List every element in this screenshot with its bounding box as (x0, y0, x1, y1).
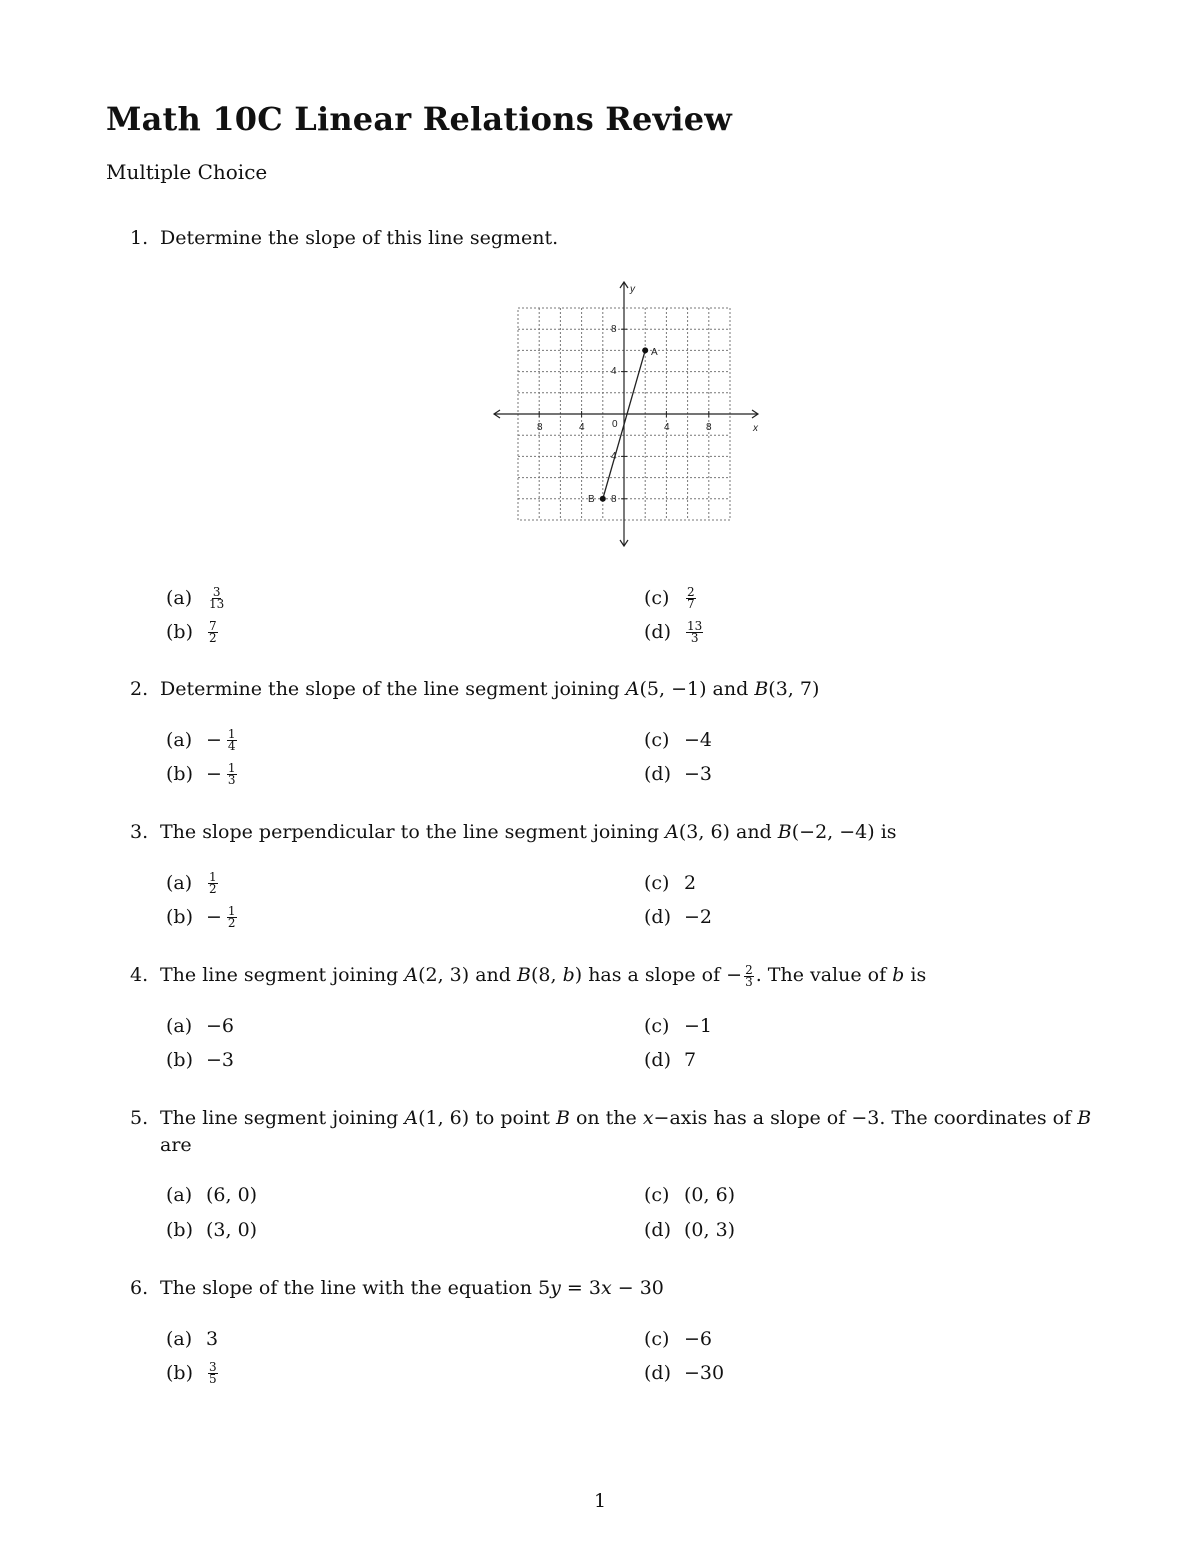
option-2a[interactable]: (a) − $\frac{1}{4}$ (166, 726, 236, 753)
option-6d[interactable] (644, 1358, 724, 1388)
x-tick-label: 4 (664, 422, 670, 433)
fraction: $\frac{1}{2}$ (227, 903, 236, 930)
option-label: (a) (166, 1015, 193, 1037)
option-value: −3 (206, 1049, 235, 1071)
option-label: (c) (644, 1328, 670, 1350)
y-tick-label: 4 (611, 366, 617, 377)
point-b (600, 496, 606, 502)
option-5c[interactable] (644, 1180, 735, 1210)
option-1d[interactable] (644, 617, 705, 647)
option-4b[interactable] (166, 1045, 234, 1075)
option-5a[interactable] (166, 1180, 257, 1210)
option-6c[interactable] (644, 1324, 712, 1354)
option-value: 2 (684, 872, 697, 894)
option-3d[interactable] (644, 902, 712, 932)
origin-label: 0 (612, 419, 618, 430)
option-label: (d) (644, 1219, 671, 1241)
option-value: 3 (206, 1328, 219, 1350)
option-value: −3 (684, 763, 713, 785)
x-tick-label: 8 (537, 422, 543, 433)
question-5 (130, 1105, 1110, 1159)
fraction: $\frac{2}{3}$ (745, 962, 753, 989)
option-label: (a) (166, 872, 193, 894)
fraction: $\frac{1}{2}$ (209, 869, 217, 896)
option-label: (b) (166, 1362, 193, 1384)
fraction: $\frac{13}{3}$ (687, 618, 703, 645)
option-label: (a) (166, 587, 193, 609)
option-4c[interactable] (644, 1011, 712, 1041)
option-value: −2 (684, 906, 713, 928)
option-label: (c) (644, 1184, 670, 1206)
point-a (642, 347, 648, 353)
option-label: (a) (166, 729, 193, 751)
option-value: −30 (684, 1362, 725, 1384)
option-value: (0, 6) (684, 1184, 736, 1206)
option-label: (b) (166, 763, 193, 785)
option-3c[interactable] (644, 868, 696, 898)
option-label: (c) (644, 587, 670, 609)
option-value: −6 (684, 1328, 713, 1350)
option-2d[interactable] (644, 759, 712, 789)
point-b-label: B (588, 494, 595, 505)
option-value: (0, 3) (684, 1219, 736, 1241)
y-axis-label: y (630, 284, 635, 295)
question-number: 4. (130, 964, 149, 986)
option-value: (3, 0) (206, 1219, 258, 1241)
option-5b[interactable] (166, 1215, 257, 1245)
question-2 (130, 676, 1110, 703)
option-label: (c) (644, 729, 670, 751)
fraction: $\frac{1}{3}$ (227, 760, 236, 787)
question-text: The line segment joining A(1, 6) to point B on the x−axis has a slope of −3. The coordinates of B are (160, 1107, 1092, 1156)
x-tick-label: 8 (706, 422, 712, 433)
option-label: (d) (644, 1049, 671, 1071)
question-text: The line segment joining A(2, 3) and B(8, b) has a slope of − $\frac{2}{3}$ . The value of b is (160, 962, 927, 989)
page-number: 1 (593, 1490, 607, 1512)
option-3a[interactable] (166, 868, 220, 898)
fraction: $\frac{3}{5}$ (209, 1359, 217, 1386)
option-label: (b) (166, 1049, 193, 1071)
question-text: Determine the slope of this line segment. (160, 227, 559, 249)
option-label: (d) (644, 621, 671, 643)
point-a-label: A (651, 347, 658, 358)
question-4 (130, 962, 1110, 989)
option-2c[interactable] (644, 725, 712, 755)
y-tick-label: 8 (611, 324, 617, 335)
fraction: $\frac{3}{13}$ (209, 584, 225, 611)
option-label: (a) (166, 1184, 193, 1206)
option-1b[interactable] (166, 617, 220, 647)
option-5d[interactable] (644, 1215, 735, 1245)
option-label: (c) (644, 1015, 670, 1037)
y-tick-label: 8 (611, 494, 617, 505)
question-number: 6. (130, 1277, 149, 1299)
x-tick-label: 4 (579, 422, 585, 433)
option-4d[interactable] (644, 1045, 696, 1075)
option-2b[interactable]: (b) − $\frac{1}{3}$ (166, 760, 236, 787)
question-text: The slope perpendicular to the line segment joining A(3, 6) and B(−2, −4) is (160, 821, 897, 843)
option-label: (b) (166, 1219, 193, 1241)
option-label: (b) (166, 621, 193, 643)
option-label: (c) (644, 872, 670, 894)
option-value: (6, 0) (206, 1184, 258, 1206)
option-value: −6 (206, 1015, 235, 1037)
question-number: 1. (130, 227, 149, 249)
question-number: 5. (130, 1107, 149, 1129)
option-value: −4 (684, 729, 713, 751)
option-label: (d) (644, 1362, 671, 1384)
question-text: The slope of the line with the equation 5y = 3x − 30 (160, 1277, 664, 1299)
option-3b[interactable]: (b) − $\frac{1}{2}$ (166, 903, 236, 930)
option-value: −1 (684, 1015, 713, 1037)
option-1c[interactable] (644, 583, 698, 613)
option-6a[interactable] (166, 1324, 218, 1354)
fraction: $\frac{7}{2}$ (209, 618, 217, 645)
question-text: Determine the slope of the line segment joining A(5, −1) and B(3, 7) (160, 678, 820, 700)
option-value: 7 (684, 1049, 697, 1071)
coordinate-graph (488, 276, 764, 552)
fraction: $\frac{2}{7}$ (687, 584, 695, 611)
y-tick-label: 4 (611, 451, 617, 462)
fraction: $\frac{1}{4}$ (227, 726, 236, 753)
section-title: Multiple Choice (106, 160, 268, 184)
option-label: (a) (166, 1328, 193, 1350)
question-number: 3. (130, 821, 149, 843)
option-label: (d) (644, 763, 671, 785)
option-6b[interactable] (166, 1358, 220, 1388)
option-1a[interactable] (166, 583, 227, 613)
option-4a[interactable] (166, 1011, 234, 1041)
x-axis-label: x (753, 423, 758, 434)
option-label: (b) (166, 906, 193, 928)
option-label: (d) (644, 906, 671, 928)
page-title: Math 10C Linear Relations Review (106, 100, 733, 138)
question-3 (130, 819, 1110, 846)
question-number: 2. (130, 678, 149, 700)
question-1 (130, 225, 1110, 252)
question-6 (130, 1275, 1110, 1302)
